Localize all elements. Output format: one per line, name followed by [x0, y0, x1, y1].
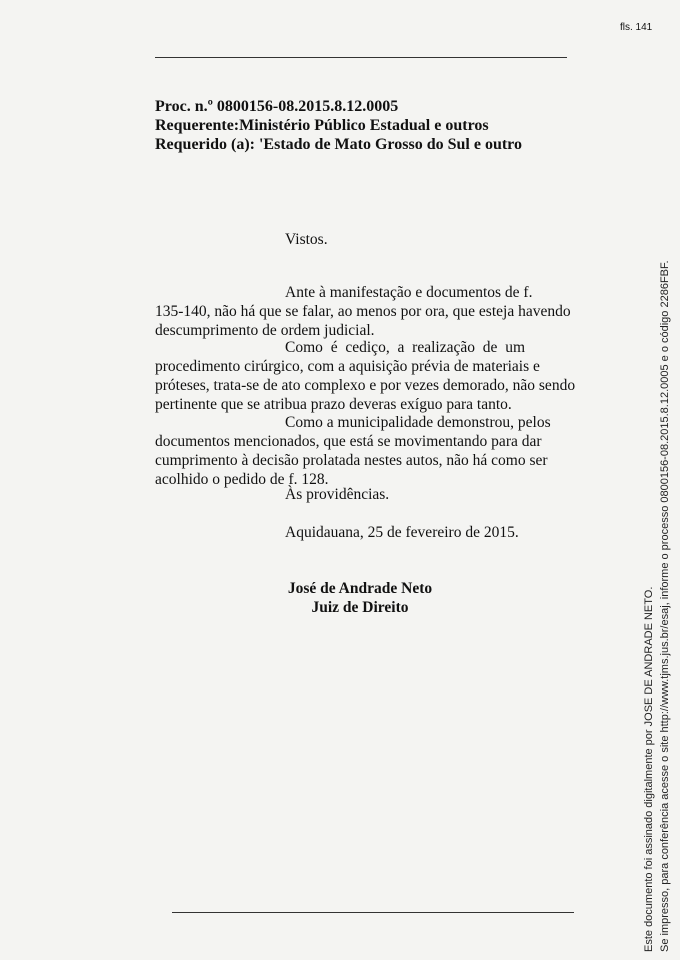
stamp-line-2: Se impresso, para conferência acesse o site http://www.tjms.jus.br/esaj, informe o processo 0800156-08.2015.8.12.0005 e o código 2286FBF. [659, 260, 671, 952]
date-line: Aquidauana, 25 de fevereiro de 2015. [285, 524, 519, 541]
body-line: documentos mencionados, que está se movimentando para dar [155, 433, 542, 450]
requerente: Requerente:Ministério Público Estadual e outros [155, 117, 489, 134]
digital-signature-stamp [641, 260, 673, 952]
body-line: próteses, trata-se de ato complexo e por vezes demorado, não sendo [155, 377, 576, 394]
body-line: acolhido o pedido de f. 128. [155, 471, 329, 488]
body-line: cumprimento à decisão prolatada nestes autos, não há como ser [155, 452, 548, 469]
body-line: Como a municipalidade demonstrou, pelos [285, 414, 551, 431]
requerido: Requerido (a): 'Estado de Mato Grosso do Sul e outro [155, 136, 522, 153]
stamp-line-1: Este documento foi assinado digitalmente por JOSE DE ANDRADE NETO. [643, 586, 655, 952]
body-line: Como é cediço, a realização de um [285, 339, 525, 356]
signature-title: Juiz de Direito [311, 599, 409, 616]
top-rule [155, 57, 567, 58]
opening: Vistos. [285, 231, 328, 248]
signature-name: José de Andrade Neto [287, 580, 433, 597]
process-number: Proc. n.º 0800156-08.2015.8.12.0005 [155, 98, 399, 115]
body-line: Às providências. [285, 486, 390, 503]
body-line: descumprimento de ordem judicial. [155, 322, 375, 339]
body-line: 135-140, não há que se falar, ao menos por ora, que esteja havendo [155, 303, 571, 320]
page-number: fls. 141 [620, 22, 653, 33]
bottom-rule [172, 912, 574, 913]
body-line: Ante à manifestação e documentos de f. [285, 284, 533, 301]
body-line: procedimento cirúrgico, com a aquisição prévia de materiais e [155, 358, 540, 375]
body-line: pertinente que se atribua prazo deveras exíguo para tanto. [155, 396, 512, 413]
